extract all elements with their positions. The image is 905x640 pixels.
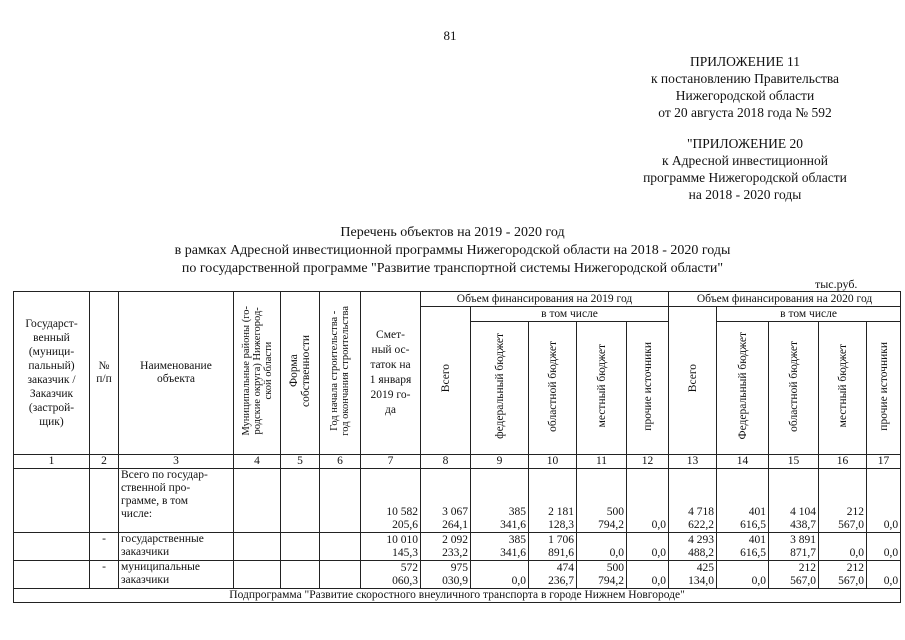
page-number: 81 bbox=[443, 28, 457, 43]
col-num: 14 bbox=[717, 455, 769, 469]
header-num: № п/п bbox=[90, 292, 119, 455]
col-num: 15 bbox=[769, 455, 819, 469]
cell-estimate: 10 582 205,6 bbox=[361, 469, 421, 533]
appendix-11-title: ПРИЛОЖЕНИЕ 11 bbox=[689, 54, 801, 69]
table-row bbox=[14, 561, 901, 589]
header-local-2019: местный бюджет bbox=[577, 322, 627, 455]
cell-customer bbox=[14, 561, 90, 589]
document-title-line2: в рамках Адресной инвестиционной программы Нижегородской области на 2018 - 2020 годы bbox=[174, 243, 731, 258]
appendix-20-line2: к Адресной инвестиционной bbox=[661, 153, 828, 168]
header-row-1 bbox=[14, 292, 901, 307]
cell-regional-2019: 474 236,7 bbox=[529, 561, 577, 589]
subprogram-title: Подпрограмма "Развитие скоростного внеуличного транспорта в городе Нижнем Новгороде" bbox=[14, 589, 901, 603]
header-including-2020: в том числе bbox=[717, 307, 901, 322]
cell-local-2019: 0,0 bbox=[577, 533, 627, 561]
appendix-11-line3: Нижегородской области bbox=[675, 88, 815, 103]
col-num: 8 bbox=[421, 455, 471, 469]
cell-ownership bbox=[281, 533, 320, 561]
header-including-2019: в том числе bbox=[471, 307, 669, 322]
cell-total-2019: 2 092 233,2 bbox=[421, 533, 471, 561]
col-num: 4 bbox=[234, 455, 281, 469]
header-regional-2019: областной бюджет bbox=[529, 322, 577, 455]
header-regional-2020: областной бюджет bbox=[769, 322, 819, 455]
cell-regional-2019: 1 706 891,6 bbox=[529, 533, 577, 561]
header-districts: Муниципальные районы (го- родские округа) Нижегород- ской области bbox=[234, 292, 281, 455]
cell-other-2020: 0,0 bbox=[867, 533, 901, 561]
column-numbers-row bbox=[14, 455, 901, 469]
cell-total-2020: 425 134,0 bbox=[669, 561, 717, 589]
cell-total-2020: 4 718 622,2 bbox=[669, 469, 717, 533]
cell-other-2019: 0,0 bbox=[627, 469, 669, 533]
subprogram-row bbox=[14, 589, 901, 603]
col-num: 11 bbox=[577, 455, 627, 469]
cell-local-2020: 0,0 bbox=[819, 533, 867, 561]
cell-num bbox=[90, 469, 119, 533]
cell-federal-2019: 0,0 bbox=[471, 561, 529, 589]
cell-districts bbox=[234, 561, 281, 589]
appendix-20-block bbox=[615, 135, 875, 203]
cell-federal-2020: 0,0 bbox=[717, 561, 769, 589]
cell-estimate: 572 060,3 bbox=[361, 561, 421, 589]
cell-object-name: муниципальные заказчики bbox=[119, 561, 234, 589]
document-title-line3: по государственной программе "Развитие транспортной системы Нижегородской области" bbox=[181, 261, 724, 276]
header-federal-2019: федеральный бюджет bbox=[471, 322, 529, 455]
cell-estimate: 10 010 145,3 bbox=[361, 533, 421, 561]
cell-regional-2020: 3 891 871,7 bbox=[769, 533, 819, 561]
cell-years bbox=[320, 469, 361, 533]
cell-object-name: государственные заказчики bbox=[119, 533, 234, 561]
col-num: 6 bbox=[320, 455, 361, 469]
header-other-2020: прочие источники bbox=[867, 322, 901, 455]
units-label: тыс.руб. bbox=[815, 277, 858, 291]
header-object-name: Наименование объекта bbox=[119, 292, 234, 455]
header-fin-2019: Объем финансирования на 2019 год bbox=[421, 292, 669, 307]
cell-local-2020: 212 567,0 bbox=[819, 469, 867, 533]
cell-regional-2019: 2 181 128,3 bbox=[529, 469, 577, 533]
header-total-2020: Всего bbox=[669, 307, 717, 455]
col-num: 9 bbox=[471, 455, 529, 469]
cell-local-2020: 212 567,0 bbox=[819, 561, 867, 589]
header-other-2019: прочие источники bbox=[627, 322, 669, 455]
header-federal-2020: Федеральный бюджет bbox=[717, 322, 769, 455]
cell-local-2019: 500 794,2 bbox=[577, 561, 627, 589]
cell-regional-2020: 212 567,0 bbox=[769, 561, 819, 589]
appendix-20-line4: на 2018 - 2020 годы bbox=[688, 187, 802, 202]
header-years: Год начала строительства - год окончания строительства bbox=[320, 292, 361, 455]
cell-customer bbox=[14, 469, 90, 533]
appendix-11-line2: к постановлению Правительства bbox=[650, 71, 840, 86]
document-title-line1: Перечень объектов на 2019 - 2020 год bbox=[340, 225, 565, 240]
cell-districts bbox=[234, 469, 281, 533]
cell-federal-2019: 385 341,6 bbox=[471, 533, 529, 561]
cell-other-2019: 0,0 bbox=[627, 533, 669, 561]
table-row bbox=[14, 469, 901, 533]
financing-table bbox=[13, 291, 901, 603]
cell-other-2019: 0,0 bbox=[627, 561, 669, 589]
cell-ownership bbox=[281, 469, 320, 533]
col-num: 5 bbox=[281, 455, 320, 469]
header-fin-2020: Объем финансирования на 2020 год bbox=[669, 292, 901, 307]
cell-local-2019: 500 794,2 bbox=[577, 469, 627, 533]
cell-districts bbox=[234, 533, 281, 561]
cell-object-name: Всего по государ- ственной про- грамме, в том числе: bbox=[119, 469, 234, 533]
cell-total-2019: 3 067 264,1 bbox=[421, 469, 471, 533]
col-num: 17 bbox=[867, 455, 901, 469]
header-ownership: Форма собственности bbox=[281, 292, 320, 455]
col-num: 10 bbox=[529, 455, 577, 469]
cell-federal-2020: 401 616,5 bbox=[717, 533, 769, 561]
cell-federal-2019: 385 341,6 bbox=[471, 469, 529, 533]
cell-ownership bbox=[281, 561, 320, 589]
cell-federal-2020: 401 616,5 bbox=[717, 469, 769, 533]
cell-regional-2020: 4 104 438,7 bbox=[769, 469, 819, 533]
cell-other-2020: 0,0 bbox=[867, 561, 901, 589]
appendix-11-line4: от 20 августа 2018 года № 592 bbox=[658, 105, 832, 120]
col-num: 7 bbox=[361, 455, 421, 469]
cell-other-2020: 0,0 bbox=[867, 469, 901, 533]
header-total-2019: Всего bbox=[421, 307, 471, 455]
header-estimate: Смет- ный ос- таток на 1 января 2019 го- да bbox=[361, 292, 421, 455]
cell-num: - bbox=[90, 561, 119, 589]
appendix-11-block bbox=[650, 53, 875, 121]
col-num: 3 bbox=[119, 455, 234, 469]
header-local-2020: местный бюджет bbox=[819, 322, 867, 455]
cell-num: - bbox=[90, 533, 119, 561]
cell-years bbox=[320, 561, 361, 589]
col-num: 12 bbox=[627, 455, 669, 469]
table-row bbox=[14, 533, 901, 561]
col-num: 2 bbox=[90, 455, 119, 469]
col-num: 16 bbox=[819, 455, 867, 469]
appendix-20-line3: программе Нижегородской области bbox=[643, 170, 847, 185]
col-num: 13 bbox=[669, 455, 717, 469]
col-num: 1 bbox=[14, 455, 90, 469]
header-customer: Государст- венный (муници- пальный) заказчик / Заказчик (застрой- щик) bbox=[14, 292, 90, 455]
cell-customer bbox=[14, 533, 90, 561]
cell-total-2019: 975 030,9 bbox=[421, 561, 471, 589]
appendix-20-title: "ПРИЛОЖЕНИЕ 20 bbox=[686, 136, 804, 151]
cell-years bbox=[320, 533, 361, 561]
cell-total-2020: 4 293 488,2 bbox=[669, 533, 717, 561]
